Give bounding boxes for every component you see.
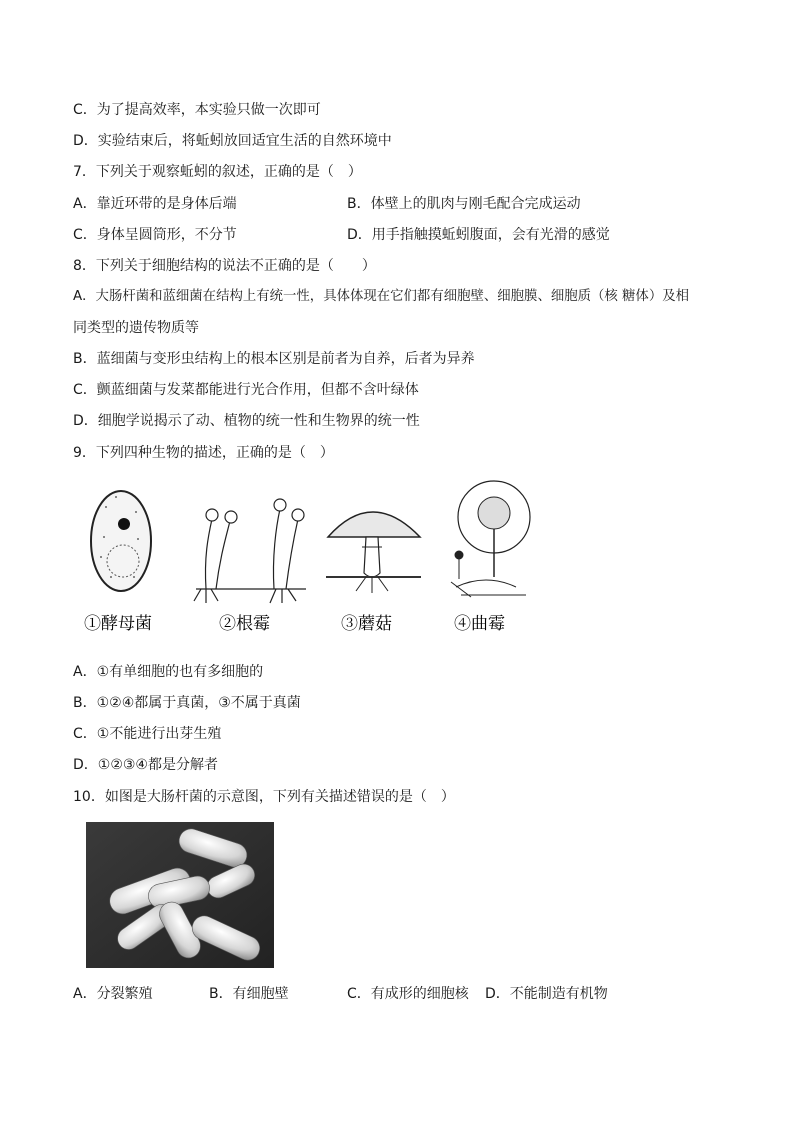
caption-rhizopus: ②根霉 <box>219 614 270 634</box>
yeast-illustration <box>91 491 151 591</box>
q10-option-c: C．有成形的细胞核 <box>347 986 469 1002</box>
q7-option-d: D．用手指触摸蚯蚓腹面，会有光滑的感觉 <box>347 227 610 243</box>
q6-option-d: D．实验结束后，将蚯蚓放回适宜生活的自然环境中 <box>73 133 392 149</box>
q10-stem: 10．如图是大肠杆菌的示意图，下列有关描述错误的是（ ） <box>73 789 455 805</box>
q7-option-b: B．体壁上的肌肉与刚毛配合完成运动 <box>347 196 581 212</box>
aspergillus-illustration <box>451 481 530 597</box>
rhizopus-illustration <box>194 499 306 603</box>
q8-option-b: B．蓝细菌与变形虫结构上的根本区别是前者为自养，后者为异养 <box>73 351 475 367</box>
caption-yeast: ①酵母菌 <box>84 614 152 634</box>
q7-stem: 7．下列关于观察蚯蚓的叙述，正确的是（ ） <box>73 164 362 180</box>
q7-option-c: C．身体呈圆筒形，不分节 <box>73 227 237 243</box>
q8-option-a-line1: A．大肠杆菌和蓝细菌在结构上有统一性，具体体现在它们都有细胞壁、细胞膜、细胞质（核 糖体）及相 <box>73 289 689 304</box>
q8-option-a-line2: 同类型的遗传物质等 <box>73 320 199 336</box>
q9-option-a: A．①有单细胞的也有多细胞的 <box>73 664 264 680</box>
q10-option-b: B．有细胞壁 <box>209 986 289 1002</box>
q7-option-a: A．靠近环带的是身体后端 <box>73 196 237 212</box>
q10-option-a: A．分裂繁殖 <box>73 986 153 1002</box>
four-organisms-figure <box>76 477 531 642</box>
q9-option-b: B．①②④都属于真菌，③不属于真菌 <box>73 695 301 711</box>
q6-option-c: C．为了提高效率，本实验只做一次即可 <box>73 102 321 118</box>
q8-option-d: D．细胞学说揭示了动、植物的统一性和生物界的统一性 <box>73 413 420 429</box>
caption-aspergillus: ④曲霉 <box>454 614 505 634</box>
q10-option-d: D．不能制造有机物 <box>485 986 608 1002</box>
q9-option-c: C．①不能进行出芽生殖 <box>73 726 222 742</box>
q9-stem: 9．下列四种生物的描述，正确的是（ ） <box>73 445 334 461</box>
q8-stem: 8．下列关于细胞结构的说法不正确的是（ ） <box>73 258 376 274</box>
caption-mushroom: ③蘑菇 <box>341 614 392 634</box>
mushroom-illustration <box>326 512 421 593</box>
e-coli-micrograph <box>86 822 274 968</box>
q9-option-d: D．①②③④都是分解者 <box>73 757 218 773</box>
q8-option-c: C．颤蓝细菌与发菜都能进行光合作用，但都不含叶绿体 <box>73 382 419 398</box>
